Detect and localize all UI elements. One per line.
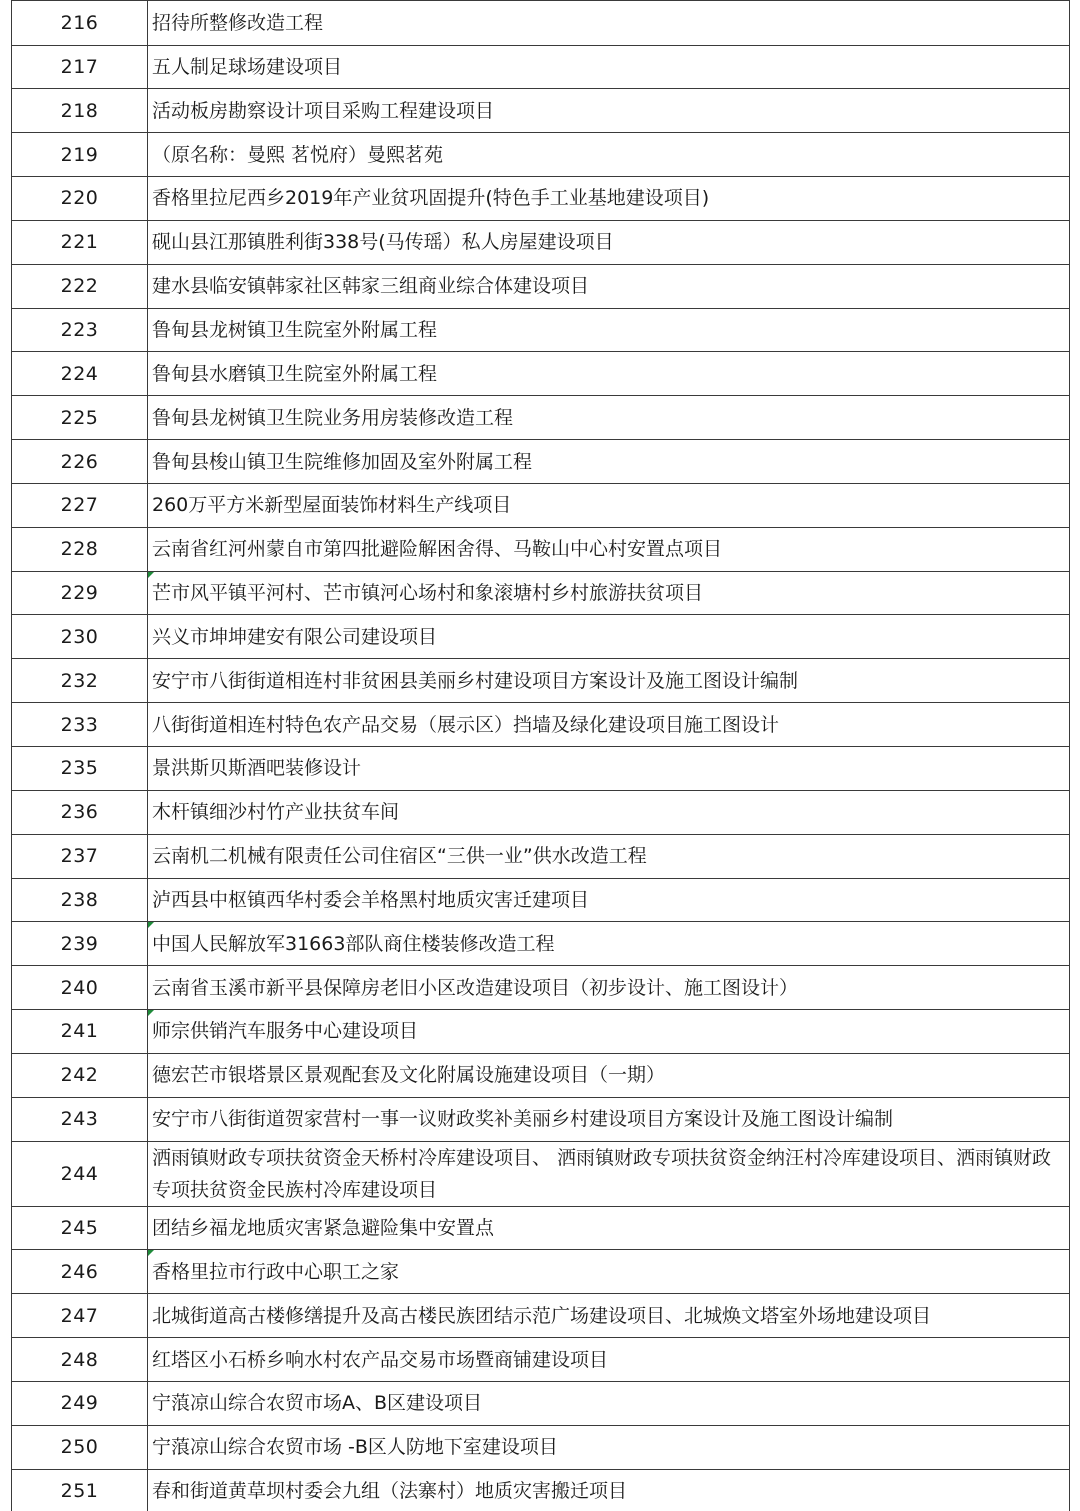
table-row	[12, 1053, 1070, 1097]
table-row	[12, 1206, 1070, 1250]
cell-comment-marker	[148, 1010, 154, 1016]
table-row	[12, 1010, 1070, 1054]
project-name: 宁蒗凉山综合农贸市场A、B区建设项目	[148, 1381, 1070, 1425]
table-row	[12, 703, 1070, 747]
project-name: 兴义市坤坤建安有限公司建设项目	[148, 615, 1070, 659]
row-number: 218	[12, 89, 148, 133]
table-row	[12, 1097, 1070, 1141]
project-name: 景洪斯贝斯酒吧装修设计	[148, 747, 1070, 791]
project-name: 鲁甸县龙树镇卫生院室外附属工程	[148, 308, 1070, 352]
row-number: 248	[12, 1338, 148, 1382]
table-row	[12, 1425, 1070, 1469]
project-name: 鲁甸县龙树镇卫生院业务用房装修改造工程	[148, 396, 1070, 440]
project-name: 红塔区小石桥乡响水村农产品交易市场暨商铺建设项目	[148, 1338, 1070, 1382]
table-row	[12, 177, 1070, 221]
row-number: 243	[12, 1097, 148, 1141]
row-number: 239	[12, 922, 148, 966]
table-row	[12, 747, 1070, 791]
row-number: 221	[12, 220, 148, 264]
row-number: 247	[12, 1294, 148, 1338]
row-number: 220	[12, 177, 148, 221]
table-row	[12, 922, 1070, 966]
table-row	[12, 571, 1070, 615]
row-number: 216	[12, 1, 148, 46]
project-name: 云南省红河州蒙自市第四批避险解困舍得、马鞍山中心村安置点项目	[148, 527, 1070, 571]
project-name: 砚山县江那镇胜利街338号(马传瑶）私人房屋建设项目	[148, 220, 1070, 264]
table-row	[12, 615, 1070, 659]
project-name: 宁蒗凉山综合农贸市场 -B区人防地下室建设项目	[148, 1425, 1070, 1469]
row-number: 229	[12, 571, 148, 615]
row-number: 241	[12, 1010, 148, 1054]
table-row	[12, 440, 1070, 484]
project-name-text: 师宗供销汽车服务中心建设项目	[152, 1020, 419, 1043]
project-name: 德宏芒市银塔景区景观配套及文化附属设施建设项目（一期）	[148, 1053, 1070, 1097]
table-row	[12, 878, 1070, 922]
project-name: 活动板房勘察设计项目采购工程建设项目	[148, 89, 1070, 133]
table-row	[12, 45, 1070, 89]
project-name: 260万平方米新型屋面装饰材料生产线项目	[148, 483, 1070, 527]
row-number: 237	[12, 834, 148, 878]
project-name: 招待所整修改造工程	[148, 1, 1070, 46]
project-name-text: 芒市风平镇平河村、芒市镇河心场村和象滚塘村乡村旅游扶贫项目	[152, 582, 704, 605]
project-name	[148, 571, 1070, 615]
table-row	[12, 220, 1070, 264]
table-row	[12, 1469, 1070, 1511]
project-name: 云南机二机械有限责任公司住宿区“三供一业”供水改造工程	[148, 834, 1070, 878]
row-number: 224	[12, 352, 148, 396]
row-number: 240	[12, 966, 148, 1010]
table-row	[12, 352, 1070, 396]
project-name: 五人制足球场建设项目	[148, 45, 1070, 89]
row-number: 245	[12, 1206, 148, 1250]
table-row	[12, 89, 1070, 133]
row-number: 242	[12, 1053, 148, 1097]
project-name	[148, 922, 1070, 966]
table-row	[12, 483, 1070, 527]
project-table	[11, 0, 1070, 1511]
project-name: 鲁甸县梭山镇卫生院维修加固及室外附属工程	[148, 440, 1070, 484]
project-name: 泸西县中枢镇西华村委会羊格黑村地质灾害迁建项目	[148, 878, 1070, 922]
project-name: 香格里拉尼西乡2019年产业贫巩固提升(特色手工业基地建设项目)	[148, 177, 1070, 221]
project-name: 安宁市八街街道贺家营村一事一议财政奖补美丽乡村建设项目方案设计及施工图设计编制	[148, 1097, 1070, 1141]
table-row	[12, 133, 1070, 177]
row-number: 225	[12, 396, 148, 440]
table-row	[12, 264, 1070, 308]
cell-comment-marker	[148, 572, 154, 578]
table-row	[12, 1294, 1070, 1338]
project-name	[148, 1010, 1070, 1054]
table-row	[12, 790, 1070, 834]
row-number: 223	[12, 308, 148, 352]
table-row	[12, 966, 1070, 1010]
row-number: 251	[12, 1469, 148, 1511]
project-name: 团结乡福龙地质灾害紧急避险集中安置点	[148, 1206, 1070, 1250]
project-name: 安宁市八街街道相连村非贫困县美丽乡村建设项目方案设计及施工图设计编制	[148, 659, 1070, 703]
table-row	[12, 834, 1070, 878]
row-number: 227	[12, 483, 148, 527]
project-name: 八街街道相连村特色农产品交易（展示区）挡墙及绿化建设项目施工图设计	[148, 703, 1070, 747]
row-number: 235	[12, 747, 148, 791]
row-number: 222	[12, 264, 148, 308]
row-number: 233	[12, 703, 148, 747]
table-row	[12, 396, 1070, 440]
row-number: 238	[12, 878, 148, 922]
table-row	[12, 1250, 1070, 1294]
project-name: 云南省玉溪市新平县保障房老旧小区改造建设项目（初步设计、施工图设计）	[148, 966, 1070, 1010]
project-name	[148, 1250, 1070, 1294]
row-number: 219	[12, 133, 148, 177]
project-name: 鲁甸县水磨镇卫生院室外附属工程	[148, 352, 1070, 396]
project-name: （原名称：曼熙 茗悦府）曼熙茗苑	[148, 133, 1070, 177]
table-row	[12, 308, 1070, 352]
row-number: 250	[12, 1425, 148, 1469]
row-number: 249	[12, 1381, 148, 1425]
cell-comment-marker	[148, 1250, 154, 1256]
table-row	[12, 527, 1070, 571]
row-number: 232	[12, 659, 148, 703]
row-number: 244	[12, 1141, 148, 1206]
table-row	[12, 1338, 1070, 1382]
row-number: 228	[12, 527, 148, 571]
row-number: 246	[12, 1250, 148, 1294]
project-name: 洒雨镇财政专项扶贫资金天桥村冷库建设项目、 洒雨镇财政专项扶贫资金纳汪村冷库建设项目、洒雨镇财政专项扶贫资金民族村冷库建设项目	[148, 1141, 1070, 1206]
project-name: 北城街道高古楼修缮提升及高古楼民族团结示范广场建设项目、北城焕文塔室外场地建设项目	[148, 1294, 1070, 1338]
table-row	[12, 659, 1070, 703]
row-number: 236	[12, 790, 148, 834]
cell-comment-marker	[148, 922, 154, 928]
row-number: 217	[12, 45, 148, 89]
row-number: 226	[12, 440, 148, 484]
row-number: 230	[12, 615, 148, 659]
project-name: 春和街道黄草坝村委会九组（法寨村）地质灾害搬迁项目	[148, 1469, 1070, 1511]
project-name-text: 香格里拉市行政中心职工之家	[152, 1260, 400, 1283]
table-row	[12, 1141, 1070, 1206]
project-name-text: 中国人民解放军31663部队商住楼装修改造工程	[152, 932, 555, 955]
project-name: 木杆镇细沙村竹产业扶贫车间	[148, 790, 1070, 834]
project-name: 建水县临安镇韩家社区韩家三组商业综合体建设项目	[148, 264, 1070, 308]
table-row	[12, 1, 1070, 46]
table-row	[12, 1381, 1070, 1425]
